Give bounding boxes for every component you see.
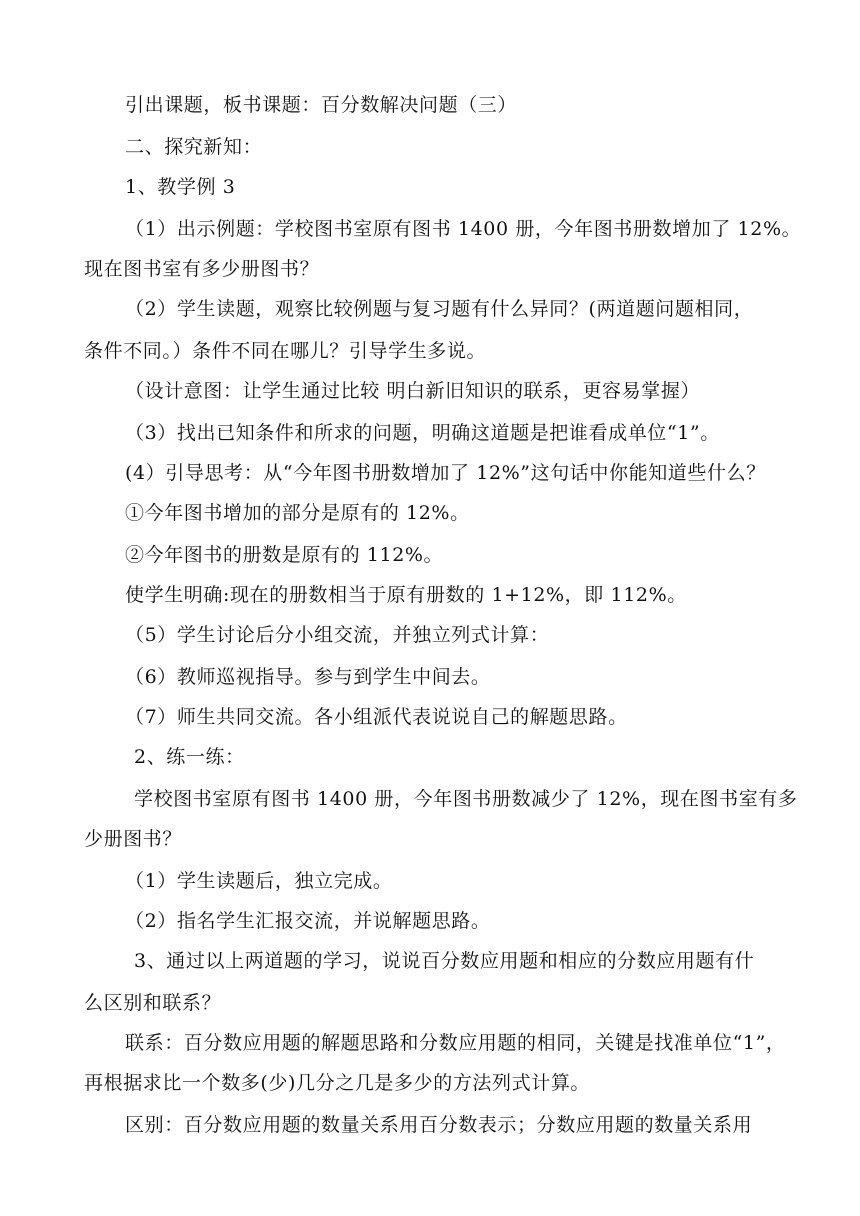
text-line-10: (4）引导思考：从“今年图书册数增加了 12%”这句话中你能知道些什么？ — [125, 462, 766, 484]
text-line-5: 现在图书室有多少册图书？ — [84, 258, 320, 280]
text-line-19: 少册图书？ — [84, 828, 183, 850]
text-line-1: 引出课题，板书课题：百分数解决问题（三） — [125, 94, 518, 116]
text-line-6: （2）学生读题，观察比较例题与复习题有什么异同？(两道题问题相同， — [125, 298, 754, 320]
subheading-example-3: 1、教学例 3 — [125, 176, 236, 198]
text-line-24: 联系：百分数应用题的解题思路和分数应用题的相同，关键是找准单位“1”， — [125, 1032, 786, 1054]
text-line-15: （6）教师巡视指导。参与到学生中间去。 — [125, 666, 491, 688]
text-line-13: 使学生明确:现在的册数相当于原有册数的 1+12%，即 112%。 — [125, 584, 687, 606]
text-line-11: ①今年图书增加的部分是原有的 12%。 — [125, 502, 470, 524]
text-line-25: 再根据求比一个数多(少)几分之几是多少的方法列式计算。 — [84, 1072, 591, 1094]
text-line-7: 条件不同。）条件不同在哪儿？引导学生多说。 — [84, 340, 487, 362]
text-line-20: （1）学生读题后，独立完成。 — [125, 870, 393, 892]
text-line-16: （7）师生共同交流。各小组派代表说说自己的解题思路。 — [125, 706, 628, 728]
text-line-9: （3）找出已知条件和所求的问题，明确这道题是把谁看成单位“1”。 — [125, 422, 720, 444]
section-heading-explore: 二、探究新知： — [125, 136, 263, 158]
text-line-8: （设计意图：让学生通过比较 明白新旧知识的联系，更容易掌握） — [125, 380, 701, 402]
text-line-14: （5）学生讨论后分小组交流，并独立列式计算： — [125, 624, 550, 646]
text-line-26: 区别：百分数应用题的数量关系用百分数表示；分数应用题的数量关系用 — [125, 1114, 753, 1136]
text-line-18: 学校图书室原有图书 1400 册，今年图书册数减少了 12%，现在图书室有多 — [134, 788, 798, 810]
text-line-4: （1）出示例题：学校图书室原有图书 1400 册，今年图书册数增加了 12%。 — [125, 218, 802, 240]
subheading-practice: 2、练一练： — [134, 746, 245, 768]
text-line-23: 么区别和联系？ — [84, 992, 222, 1014]
text-line-22: 3、通过以上两道题的学习，说说百分数应用题和相应的分数应用题有什 — [134, 950, 755, 972]
text-line-12: ②今年图书的册数是原有的 112%。 — [125, 544, 444, 566]
text-line-21: （2）指名学生汇报交流，并说解题思路。 — [125, 910, 491, 932]
